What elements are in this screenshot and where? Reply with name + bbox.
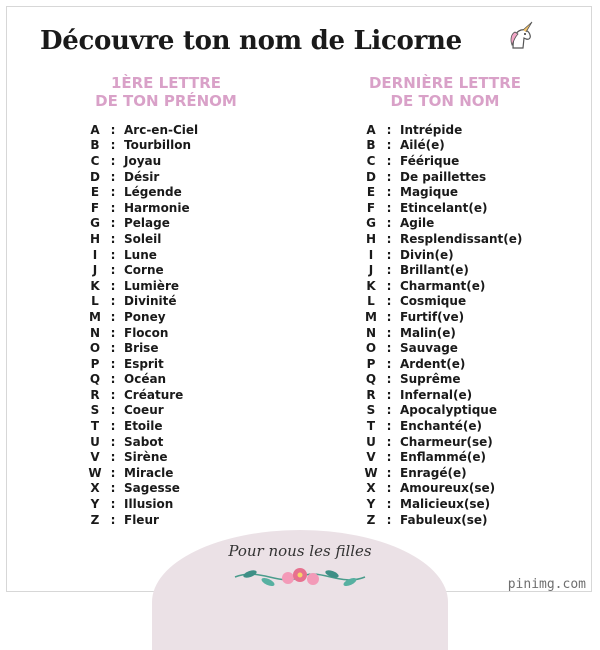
- first-name-row: [88, 418, 198, 434]
- last-name-letter: I: [368, 247, 374, 262]
- first-name-header-line-1: 1ÈRE LETTRE: [110, 74, 222, 92]
- first-name-letter: U: [90, 434, 100, 449]
- last-name-row: [364, 356, 522, 372]
- first-name-row: [88, 122, 198, 138]
- first-name-word: Lune: [124, 247, 157, 262]
- last-name-word: Charmant(e): [400, 278, 486, 293]
- first-name-word: Soleil: [124, 231, 162, 246]
- last-name-letter: E: [366, 185, 376, 200]
- last-name-word: Agile: [400, 216, 435, 231]
- last-name-letter: Q: [365, 372, 377, 387]
- last-name-word: Enchanté(e): [400, 419, 483, 434]
- colon-separator: :: [386, 169, 392, 184]
- colon-separator: :: [110, 512, 116, 527]
- last-name-row: [364, 372, 522, 388]
- last-name-word: Magique: [400, 185, 459, 200]
- page-title: Découvre ton nom de Licorne: [40, 26, 462, 56]
- last-name-row: [364, 169, 522, 185]
- last-name-row: [364, 231, 522, 247]
- colon-separator: :: [110, 341, 116, 356]
- unicorn-icon: [505, 20, 537, 52]
- last-name-row: [364, 247, 522, 263]
- first-name-letter: D: [90, 169, 100, 184]
- colon-separator: :: [110, 403, 116, 418]
- last-name-row: [364, 403, 522, 419]
- last-name-letter: C: [366, 153, 376, 168]
- last-name-letter: S: [366, 403, 376, 418]
- first-name-letter: B: [90, 138, 100, 153]
- first-name-word: Tourbillon: [124, 138, 192, 153]
- last-name-row: [364, 325, 522, 341]
- last-name-list: [364, 122, 522, 527]
- last-name-row: [364, 153, 522, 169]
- colon-separator: :: [386, 434, 392, 449]
- colon-separator: :: [110, 497, 116, 512]
- colon-separator: :: [386, 419, 392, 434]
- last-name-letter: L: [367, 294, 375, 309]
- colon-separator: :: [386, 481, 392, 496]
- last-name-word: Infernal(e): [400, 387, 473, 402]
- last-name-row: [364, 309, 522, 325]
- last-name-word: Enragé(e): [400, 465, 467, 480]
- last-name-letter: A: [366, 122, 376, 137]
- colon-separator: :: [386, 387, 392, 402]
- last-name-row: [364, 138, 522, 154]
- colon-separator: :: [110, 185, 116, 200]
- last-name-word: Cosmique: [400, 294, 467, 309]
- first-name-row: [88, 309, 198, 325]
- colon-separator: :: [110, 387, 116, 402]
- first-name-letter: Z: [90, 512, 100, 527]
- last-name-row: [364, 294, 522, 310]
- first-name-word: Joyau: [124, 153, 162, 168]
- first-name-letter: C: [90, 153, 100, 168]
- colon-separator: :: [386, 138, 392, 153]
- last-name-word: Apocalyptique: [400, 403, 497, 418]
- last-name-word: Furtif(ve): [400, 309, 465, 324]
- last-name-row: [364, 184, 522, 200]
- colon-separator: :: [110, 231, 116, 246]
- last-name-header: [345, 74, 545, 110]
- first-name-letter: H: [89, 231, 101, 246]
- first-name-row: [88, 216, 198, 232]
- first-name-row: [88, 512, 198, 528]
- first-name-letter: A: [90, 122, 100, 137]
- last-name-word: Ardent(e): [400, 356, 466, 371]
- first-name-row: [88, 387, 198, 403]
- colon-separator: :: [386, 294, 392, 309]
- last-name-letter: V: [366, 450, 376, 465]
- first-name-letter: L: [91, 294, 99, 309]
- colon-separator: :: [110, 434, 116, 449]
- colon-separator: :: [110, 153, 116, 168]
- last-name-header-line-2: DE TON NOM: [390, 92, 500, 110]
- colon-separator: :: [110, 294, 116, 309]
- first-name-word: Pelage: [124, 216, 170, 231]
- colon-separator: :: [386, 200, 392, 215]
- first-name-word: Harmonie: [124, 200, 190, 215]
- colon-separator: :: [386, 185, 392, 200]
- first-name-letter: Y: [90, 497, 100, 512]
- first-name-letter: J: [92, 263, 98, 278]
- colon-separator: :: [386, 216, 392, 231]
- first-name-letter: Q: [89, 372, 101, 387]
- first-name-word: Esprit: [124, 356, 164, 371]
- first-name-row: [88, 403, 198, 419]
- last-name-word: De paillettes: [400, 169, 487, 184]
- last-name-word: Charmeur(se): [400, 434, 493, 449]
- flower-garland-icon: [230, 562, 370, 592]
- first-name-row: [88, 325, 198, 341]
- first-name-letter: V: [90, 450, 100, 465]
- first-name-word: Sabot: [124, 434, 164, 449]
- last-name-letter: G: [366, 216, 376, 231]
- last-name-letter: B: [366, 138, 376, 153]
- colon-separator: :: [386, 231, 392, 246]
- colon-separator: :: [386, 403, 392, 418]
- first-name-letter: W: [88, 465, 102, 480]
- colon-separator: :: [386, 278, 392, 293]
- last-name-letter: P: [366, 356, 376, 371]
- first-name-word: Créature: [124, 387, 184, 402]
- first-name-letter: S: [90, 403, 100, 418]
- colon-separator: :: [386, 325, 392, 340]
- first-name-row: [88, 434, 198, 450]
- last-name-header-line-1: DERNIÈRE LETTRE: [368, 74, 522, 92]
- last-name-row: [364, 496, 522, 512]
- colon-separator: :: [110, 247, 116, 262]
- last-name-row: [364, 481, 522, 497]
- last-name-word: Etincelant(e): [400, 200, 488, 215]
- first-name-letter: X: [90, 481, 100, 496]
- first-name-row: [88, 481, 198, 497]
- last-name-letter: Y: [366, 497, 376, 512]
- colon-separator: :: [110, 138, 116, 153]
- last-name-row: [364, 512, 522, 528]
- last-name-letter: M: [365, 309, 377, 324]
- first-name-letter: F: [90, 200, 100, 215]
- last-name-row: [364, 465, 522, 481]
- first-name-word: Désir: [124, 169, 160, 184]
- first-name-word: Divinité: [124, 294, 177, 309]
- first-name-letter: K: [90, 278, 100, 293]
- first-name-word: Fleur: [124, 512, 159, 527]
- first-name-word: Illusion: [124, 497, 174, 512]
- first-name-letter: I: [92, 247, 98, 262]
- last-name-letter: T: [366, 419, 376, 434]
- last-name-word: Malicieux(se): [400, 497, 491, 512]
- colon-separator: :: [110, 465, 116, 480]
- colon-separator: :: [110, 419, 116, 434]
- last-name-word: Suprême: [400, 372, 461, 387]
- colon-separator: :: [110, 356, 116, 371]
- colon-separator: :: [110, 200, 116, 215]
- first-name-row: [88, 465, 198, 481]
- first-name-word: Arc-en-Ciel: [124, 122, 199, 137]
- colon-separator: :: [386, 512, 392, 527]
- first-name-letter: P: [90, 356, 100, 371]
- colon-separator: :: [110, 169, 116, 184]
- first-name-word: Brise: [124, 341, 159, 356]
- first-name-letter: G: [90, 216, 100, 231]
- colon-separator: :: [110, 481, 116, 496]
- colon-separator: :: [110, 278, 116, 293]
- first-name-word: Lumière: [124, 278, 180, 293]
- first-name-row: [88, 231, 198, 247]
- first-name-row: [88, 294, 198, 310]
- colon-separator: :: [110, 263, 116, 278]
- first-name-word: Coeur: [124, 403, 164, 418]
- first-name-letter: T: [90, 419, 100, 434]
- first-name-row: [88, 262, 198, 278]
- last-name-word: Brillant(e): [400, 263, 469, 278]
- last-name-letter: J: [368, 263, 374, 278]
- first-name-header-line-2: DE TON PRÉNOM: [95, 92, 237, 110]
- first-name-row: [88, 153, 198, 169]
- last-name-word: Féérique: [400, 153, 460, 168]
- last-name-letter: O: [365, 341, 377, 356]
- last-name-row: [364, 340, 522, 356]
- last-name-letter: X: [366, 481, 376, 496]
- last-name-word: Ailé(e): [400, 138, 445, 153]
- last-name-letter: R: [366, 387, 376, 402]
- first-name-word: Océan: [124, 372, 167, 387]
- colon-separator: :: [110, 325, 116, 340]
- last-name-word: Divin(e): [400, 247, 454, 262]
- last-name-word: Intrépide: [400, 122, 463, 137]
- first-name-header: [66, 74, 266, 110]
- last-name-row: [364, 434, 522, 450]
- colon-separator: :: [386, 341, 392, 356]
- first-name-row: [88, 449, 198, 465]
- colon-separator: :: [386, 465, 392, 480]
- first-name-row: [88, 169, 198, 185]
- colon-separator: :: [386, 356, 392, 371]
- last-name-letter: H: [365, 231, 377, 246]
- colon-separator: :: [110, 309, 116, 324]
- first-name-row: [88, 356, 198, 372]
- watermark: pinimg.com: [507, 577, 586, 592]
- last-name-letter: F: [366, 200, 376, 215]
- colon-separator: :: [386, 247, 392, 262]
- colon-separator: :: [386, 372, 392, 387]
- colon-separator: :: [386, 450, 392, 465]
- last-name-letter: U: [366, 434, 376, 449]
- last-name-letter: K: [366, 278, 376, 293]
- first-name-letter: M: [89, 309, 101, 324]
- first-name-row: [88, 372, 198, 388]
- first-name-word: Corne: [124, 263, 164, 278]
- last-name-letter: W: [364, 465, 378, 480]
- colon-separator: :: [110, 450, 116, 465]
- colon-separator: :: [386, 263, 392, 278]
- first-name-letter: R: [90, 387, 100, 402]
- last-name-word: Malin(e): [400, 325, 456, 340]
- signature: Pour nous les filles: [228, 542, 372, 560]
- first-name-word: Poney: [124, 309, 166, 324]
- first-name-word: Sirène: [124, 450, 168, 465]
- colon-separator: :: [386, 122, 392, 137]
- first-name-row: [88, 184, 198, 200]
- last-name-letter: D: [366, 169, 376, 184]
- last-name-row: [364, 449, 522, 465]
- first-name-row: [88, 138, 198, 154]
- last-name-row: [364, 122, 522, 138]
- first-name-word: Etoile: [124, 419, 163, 434]
- last-name-row: [364, 278, 522, 294]
- last-name-row: [364, 200, 522, 216]
- first-name-word: Sagesse: [124, 481, 180, 496]
- colon-separator: :: [386, 153, 392, 168]
- last-name-row: [364, 387, 522, 403]
- colon-separator: :: [110, 122, 116, 137]
- first-name-letter: N: [89, 325, 101, 340]
- colon-separator: :: [110, 216, 116, 231]
- first-name-word: Légende: [124, 185, 182, 200]
- first-name-word: Miracle: [124, 465, 174, 480]
- last-name-letter: Z: [366, 512, 376, 527]
- last-name-row: [364, 216, 522, 232]
- first-name-letter: E: [90, 185, 100, 200]
- last-name-word: Resplendissant(e): [400, 231, 523, 246]
- colon-separator: :: [110, 372, 116, 387]
- first-name-row: [88, 278, 198, 294]
- first-name-row: [88, 496, 198, 512]
- first-name-row: [88, 200, 198, 216]
- first-name-row: [88, 247, 198, 263]
- last-name-letter: N: [365, 325, 377, 340]
- last-name-row: [364, 418, 522, 434]
- first-name-letter: O: [89, 341, 101, 356]
- last-name-row: [364, 262, 522, 278]
- colon-separator: :: [386, 497, 392, 512]
- colon-separator: :: [386, 309, 392, 324]
- last-name-word: Enflammé(e): [400, 450, 486, 465]
- first-name-row: [88, 340, 198, 356]
- first-name-word: Flocon: [124, 325, 169, 340]
- last-name-word: Sauvage: [400, 341, 458, 356]
- last-name-word: Fabuleux(se): [400, 512, 488, 527]
- last-name-word: Amoureux(se): [400, 481, 496, 496]
- first-name-list: [88, 122, 198, 527]
